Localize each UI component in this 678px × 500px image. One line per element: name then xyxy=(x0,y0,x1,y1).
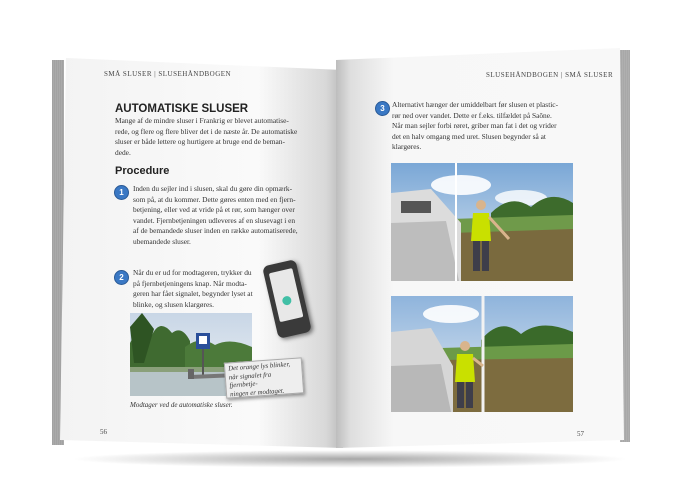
book-shadow xyxy=(70,450,630,468)
intro-line: rede, og flere og flere bliver det i de næste år. De automatiske xyxy=(115,126,298,136)
step-1-text xyxy=(133,184,298,248)
left-running-header: SMÅ SLUSER | SLUSEHÅNDBOGEN xyxy=(104,70,232,78)
boat-photo-top xyxy=(391,163,573,281)
left-page-number: 56 xyxy=(100,428,107,436)
step-1-line: Inden du sejler ind i slusen, skal du gøre din opmærk- xyxy=(133,184,293,193)
step-3-line: Når man sejler forbi røret, griber man fat i det og vrider xyxy=(392,121,557,131)
step-1-line: ubemandede sluser. xyxy=(133,236,191,246)
intro-paragraph xyxy=(115,116,297,158)
section-title: AUTOMATISKE SLUSER xyxy=(115,103,249,115)
boat-photo-top-graphic xyxy=(391,163,573,281)
procedure-heading: Procedure xyxy=(115,165,170,177)
callout-box xyxy=(224,357,304,398)
step-3-line: rør ned over vandet. Dette er f.eks. tilfældet på Saône. xyxy=(392,110,552,120)
step-3-line: klargøres. xyxy=(392,142,422,152)
callout-line: når signalet fra fjernbetje- xyxy=(228,371,272,390)
step-2-line: geren har fået signalet, begynder lyset at xyxy=(133,289,253,299)
step-1-badge: 1 xyxy=(114,185,129,200)
boat-photo-bottom-graphic xyxy=(391,296,573,412)
step-2-line: blinke, og slusen klargøres. xyxy=(133,299,214,309)
right-page-number: 57 xyxy=(577,430,584,438)
step-1-line: vandet. Fjernbetjeningen udleveres af en slusevagt i en xyxy=(133,215,296,225)
step-3-text xyxy=(392,100,558,153)
step-1-line: af de bemandede sluser inden en række automatiserede, xyxy=(133,226,298,236)
intro-line: Mange af de mindre sluser i Frankrig er blevet automatise- xyxy=(115,116,289,125)
step-2-badge: 2 xyxy=(114,270,129,285)
boat-photo-bottom xyxy=(391,296,573,412)
step-2-line: på fjernbetjeningens knap. Når modta- xyxy=(133,278,247,288)
photo-caption: Modtager ved de automatiske sluser. xyxy=(130,401,233,409)
step-3-line: det en halv omgang med uret. Slusen begynder så at xyxy=(392,131,546,141)
right-running-header: SLUSEHÅNDBOGEN | SMÅ SLUSER xyxy=(486,71,614,79)
step-1-line: betjening, eller ved at vride på et rør, som hænger over xyxy=(133,205,295,215)
step-1-line: som på, at du kommer. Dette gøres enten med en fjern- xyxy=(133,194,296,204)
callout-line: Det orange lys blinker, xyxy=(228,361,291,373)
step-2-text xyxy=(133,268,253,310)
intro-line: dede. xyxy=(115,147,131,157)
step-2-line: Når du er ud for modtageren, trykker du xyxy=(133,268,252,277)
step-3-badge: 3 xyxy=(375,101,390,116)
intro-line: sluser er både lettere og hurtigere at bruge end de beman- xyxy=(115,137,285,147)
callout-line: ningen er modtaget. xyxy=(229,387,285,399)
step-3-line: Alternativt hænger der umiddelbart før slusen et plastic- xyxy=(392,100,559,109)
